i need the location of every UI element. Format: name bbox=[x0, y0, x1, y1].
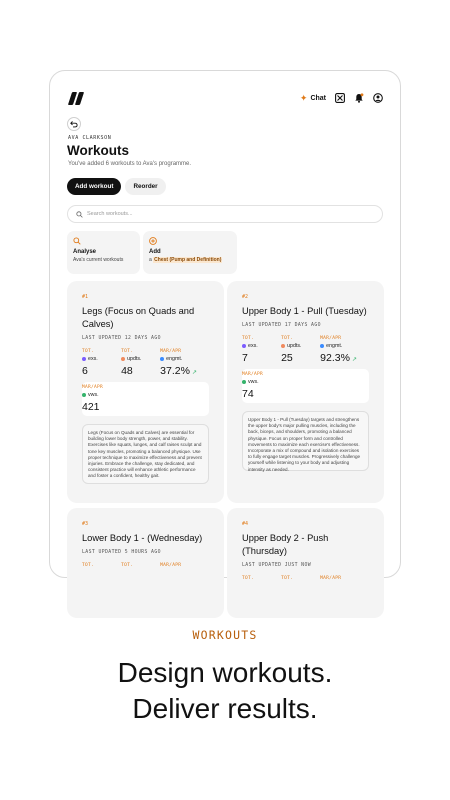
stat-key bbox=[121, 356, 160, 362]
stat-label: TOT. bbox=[281, 576, 294, 581]
client-name: AVA CLARKSON bbox=[68, 135, 112, 141]
engmt-dot bbox=[320, 344, 324, 348]
add-action-card[interactable] bbox=[143, 231, 237, 274]
caption-kicker: WORKOUTS bbox=[192, 628, 258, 642]
stat-label: TOT. bbox=[82, 563, 95, 568]
add-subtitle-prefix: a bbox=[149, 257, 152, 263]
add-title: Add bbox=[149, 249, 161, 255]
back-button[interactable] bbox=[67, 117, 81, 131]
stat-label: TOT. bbox=[281, 336, 294, 341]
workout-title: Legs (Focus on Quads and Calves) bbox=[82, 306, 195, 329]
engmt-value-row bbox=[160, 365, 209, 377]
stat-key bbox=[82, 392, 209, 398]
updts-value: 48 bbox=[121, 365, 133, 377]
caption-headline-1: Design workouts. bbox=[117, 657, 333, 688]
undo-arrow-icon bbox=[70, 120, 78, 128]
workout-grid bbox=[67, 281, 384, 618]
workout-description: Upper Body 1 - Pull (Tuesday) targets and strengthens the upper body's major pulling muscles, including the back, biceps, and shoulders, promoting a balanced physique. Focus on proper form and controlled movements to maximize each exercise's effectiveness. Incorporate a mix of compound and isolation exercises to fully engage target muscles. Progressively challenge yourself while listening to your body and adjusting intensity as needed. bbox=[242, 411, 369, 471]
app-logo[interactable] bbox=[68, 92, 84, 105]
workout-number: #2 bbox=[242, 294, 249, 300]
exs-key: exs. bbox=[88, 356, 98, 362]
stat-label: TOT. bbox=[242, 336, 255, 341]
search-icon bbox=[73, 237, 134, 247]
caption-headline-2: Deliver results. bbox=[132, 693, 318, 724]
exs-value: 7 bbox=[242, 352, 248, 364]
sparkle-icon: ✦ bbox=[299, 92, 308, 103]
vws-value: 74 bbox=[242, 388, 254, 400]
stats-row bbox=[82, 563, 209, 568]
stat-label: TOT. bbox=[121, 349, 134, 354]
device-frame bbox=[49, 70, 401, 581]
stat-key bbox=[82, 356, 121, 362]
vws-dot bbox=[82, 393, 86, 397]
quick-actions bbox=[67, 231, 237, 274]
workout-title: Upper Body 1 - Pull (Tuesday) bbox=[242, 306, 367, 316]
exs-dot bbox=[242, 344, 246, 348]
workout-updated: LAST UPDATED 12 DAYS AGO bbox=[82, 336, 161, 341]
analyse-subtitle: Ava's current workouts bbox=[73, 257, 124, 263]
stat-label: TOT. bbox=[242, 576, 255, 581]
vws-key: vws. bbox=[248, 379, 259, 385]
stat-exercises bbox=[242, 336, 281, 364]
stat-exercises bbox=[82, 349, 121, 377]
stat-key bbox=[242, 343, 281, 349]
add-subtitle bbox=[149, 257, 231, 263]
stat-label: MAR/APR bbox=[320, 576, 342, 581]
stat-key bbox=[160, 356, 209, 362]
vws-key: vws. bbox=[88, 392, 99, 398]
workout-description: Legs (Focus on Quads and Calves) are essential for building lower body strength, power, and stability. Exercises like squats, lunges, and calf raises sculpt and tone key muscles, promoting a balanced physique. Use proper technique to maximize effectiveness and prevent injuries. Embrace the challenge, stay dedicated, and consistent practice will enhance athletic performance and foster a confident, healthy gait. bbox=[82, 424, 209, 484]
search-icon bbox=[76, 211, 83, 218]
workout-number: #3 bbox=[82, 521, 89, 527]
workout-card[interactable] bbox=[67, 508, 224, 618]
workout-updated: LAST UPDATED 17 DAYS AGO bbox=[242, 323, 321, 328]
views-panel bbox=[82, 382, 209, 416]
stat-label: MAR/APR bbox=[160, 563, 182, 568]
stat-engagement bbox=[320, 576, 369, 581]
app-screen bbox=[50, 71, 400, 581]
workout-title: Upper Body 2 - Push (Thursday) bbox=[242, 533, 329, 556]
engmt-key: engmt. bbox=[326, 343, 343, 349]
stat-label: TOT. bbox=[82, 349, 95, 354]
stat-key bbox=[320, 343, 369, 349]
search-bar[interactable] bbox=[67, 205, 383, 223]
reorder-button[interactable]: Reorder bbox=[125, 178, 165, 195]
vws-dot bbox=[242, 380, 246, 384]
profile-icon[interactable] bbox=[373, 93, 383, 103]
engmt-value: 37.2% bbox=[160, 365, 190, 377]
top-bar bbox=[67, 89, 383, 107]
stat-label: TOT. bbox=[121, 563, 134, 568]
trend-up-icon: ↗ bbox=[191, 370, 197, 376]
workout-updated: LAST UPDATED JUST NOW bbox=[242, 563, 312, 568]
updts-value: 25 bbox=[281, 352, 293, 364]
trend-up-icon: ↗ bbox=[351, 357, 357, 363]
analyse-title: Analyse bbox=[73, 249, 97, 255]
search-input[interactable] bbox=[87, 211, 287, 217]
updts-key: updts. bbox=[287, 343, 302, 349]
add-workout-button[interactable]: Add workout bbox=[67, 178, 121, 195]
updts-dot bbox=[281, 344, 285, 348]
engmt-value: 92.3% bbox=[320, 352, 350, 364]
workout-card[interactable] bbox=[67, 281, 224, 503]
stat-label: MAR/APR bbox=[320, 336, 342, 341]
plus-icon bbox=[149, 237, 231, 247]
stat-label: MAR/APR bbox=[160, 349, 182, 354]
stat-label: MAR/APR bbox=[82, 385, 104, 390]
stat-engagement bbox=[320, 336, 369, 364]
stat-updates bbox=[121, 563, 160, 568]
workout-title: Lower Body 1 - (Wednesday) bbox=[82, 533, 203, 543]
engmt-dot bbox=[160, 357, 164, 361]
exs-value: 6 bbox=[82, 365, 88, 377]
stat-updates bbox=[281, 576, 320, 581]
stat-exercises bbox=[242, 576, 281, 581]
stats-row bbox=[82, 349, 209, 377]
page-subtitle: You've added 6 workouts to Ava's programme. bbox=[68, 161, 192, 167]
workout-number: #4 bbox=[242, 521, 249, 527]
exs-key: exs. bbox=[248, 343, 258, 349]
exs-dot bbox=[82, 357, 86, 361]
stat-exercises bbox=[82, 563, 121, 568]
analyse-action-card[interactable] bbox=[67, 231, 140, 274]
top-actions bbox=[300, 93, 383, 103]
updts-dot bbox=[121, 357, 125, 361]
workout-card[interactable] bbox=[227, 281, 384, 503]
stat-key bbox=[281, 343, 320, 349]
shortcuts-icon[interactable] bbox=[335, 93, 345, 103]
page-title: Workouts bbox=[67, 143, 130, 158]
stat-engagement bbox=[160, 563, 209, 568]
engmt-key: engmt. bbox=[166, 356, 183, 362]
workout-card[interactable] bbox=[227, 508, 384, 618]
button-row bbox=[67, 178, 166, 195]
add-subtitle-highlight: Chest (Pump and Definition) bbox=[154, 257, 222, 263]
stat-engagement bbox=[160, 349, 209, 377]
chat-label: Chat bbox=[310, 94, 326, 102]
stat-label: MAR/APR bbox=[242, 372, 264, 377]
views-panel bbox=[242, 369, 369, 403]
stat-key bbox=[242, 379, 369, 385]
workout-number: #1 bbox=[82, 294, 89, 300]
stats-row bbox=[242, 336, 369, 364]
chat-button[interactable] bbox=[300, 94, 326, 103]
updts-key: updts. bbox=[127, 356, 142, 362]
stat-updates bbox=[281, 336, 320, 364]
stat-updates bbox=[121, 349, 160, 377]
bell-icon[interactable] bbox=[354, 93, 364, 103]
stats-row bbox=[242, 576, 369, 581]
vws-value: 421 bbox=[82, 401, 100, 413]
workout-updated: LAST UPDATED 5 HOURS AGO bbox=[82, 550, 161, 555]
engmt-value-row bbox=[320, 352, 369, 364]
